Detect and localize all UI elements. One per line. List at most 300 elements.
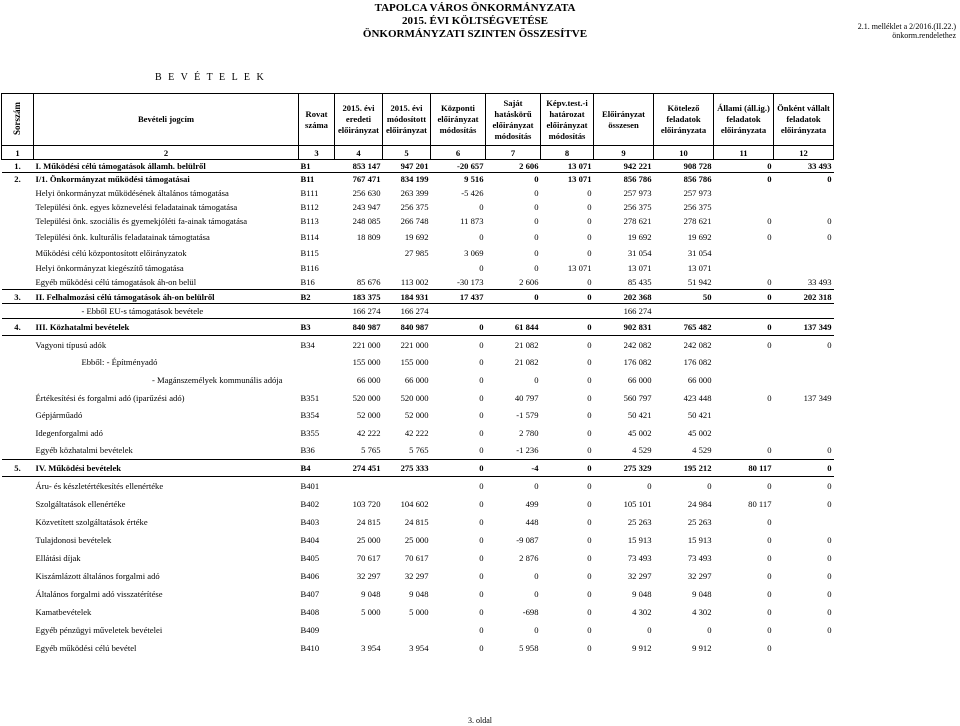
row-rovat: B409 xyxy=(300,624,320,635)
row-state: 0 xyxy=(714,290,774,304)
row-state xyxy=(714,354,774,371)
row-central: 0 xyxy=(479,445,484,456)
row-council: 0 xyxy=(541,319,594,336)
row-voluntary xyxy=(774,513,834,531)
row-name: Egyéb közhatalmi bevételek xyxy=(35,445,133,456)
header-own: Saját hatáskörű előirányzat módosítás xyxy=(486,94,541,146)
row-mandatory: 19 692 xyxy=(687,232,712,242)
row-own: 0 xyxy=(534,263,539,273)
row-state xyxy=(714,200,774,214)
row-name: Általános forgalmi adó visszatérítése xyxy=(35,588,163,599)
row-name: Értékesítési és forgalmi adó (iparűzési adó) xyxy=(35,392,185,403)
row-state: 0 xyxy=(714,319,774,336)
row-name: III. Közhatalmi bevételek xyxy=(34,319,299,336)
row-mandatory: 25 263 xyxy=(687,516,712,527)
row-name: II. Felhalmozási célú támogatások áh-on belülről xyxy=(34,290,299,304)
row-original: 18 809 xyxy=(356,232,381,242)
row-mandatory: 176 082 xyxy=(683,357,712,367)
row-number xyxy=(2,336,34,354)
row-mandatory: 50 421 xyxy=(687,410,712,420)
row-original: 24 815 xyxy=(356,516,381,527)
row-name: Települési önk. egyes köznevelési feladatainak támogatása xyxy=(35,201,238,212)
row-voluntary: 0 xyxy=(827,498,832,509)
row-modified: 3 954 xyxy=(409,642,429,653)
table-row xyxy=(2,304,834,319)
row-own: 0 xyxy=(534,570,539,581)
row-council: 0 xyxy=(541,460,594,477)
row-number xyxy=(2,621,34,639)
row-central: 0 xyxy=(479,642,484,653)
row-original: 248 085 xyxy=(352,216,381,226)
row-mandatory: 0 xyxy=(707,480,712,491)
col-number: 3 xyxy=(299,146,335,160)
row-modified xyxy=(383,261,431,276)
row-modified: 42 222 xyxy=(404,427,429,438)
row-council: 0 xyxy=(587,427,592,438)
row-council: 0 xyxy=(587,498,592,509)
row-rovat: B354 xyxy=(300,410,320,420)
row-central: 0 xyxy=(479,374,484,385)
row-own: 5 958 xyxy=(519,642,539,653)
table-row xyxy=(2,585,834,603)
row-rovat: B115 xyxy=(300,248,319,258)
row-council: 0 xyxy=(587,588,592,599)
row-number xyxy=(2,639,34,657)
row-mandatory: 45 002 xyxy=(687,427,712,438)
row-council: 0 xyxy=(587,534,592,545)
row-mandatory: 195 212 xyxy=(654,460,714,477)
row-voluntary xyxy=(774,371,834,389)
row-voluntary: 0 xyxy=(827,606,832,617)
row-central: 0 xyxy=(479,498,484,509)
row-total: 105 101 xyxy=(623,498,652,509)
row-own: 0 xyxy=(534,174,539,185)
row-modified: 221 000 xyxy=(400,339,429,350)
row-name: Helyi önkormányzat működésének általános támogatása xyxy=(35,187,229,198)
row-modified: 9 048 xyxy=(409,588,429,599)
row-own: 2 606 xyxy=(519,277,539,288)
row-mandatory: 4 302 xyxy=(692,606,712,617)
row-modified: 275 333 xyxy=(383,460,431,477)
row-number xyxy=(2,407,34,424)
row-state: 0 xyxy=(767,606,772,617)
row-central: 11 873 xyxy=(460,216,484,226)
header-row xyxy=(2,94,834,146)
document-title xyxy=(300,2,650,41)
row-mandatory: 9 048 xyxy=(692,588,712,599)
page-number: 3. oldal xyxy=(468,716,492,725)
col-number: 9 xyxy=(594,146,654,160)
row-state: 0 xyxy=(767,552,772,563)
row-number xyxy=(2,549,34,567)
row-total: 9 048 xyxy=(632,588,652,599)
row-modified xyxy=(383,621,431,639)
row-modified: 25 000 xyxy=(404,534,429,545)
row-voluntary: 0 xyxy=(827,216,832,226)
row-original xyxy=(335,261,383,276)
row-voluntary xyxy=(774,246,834,261)
table-section-row xyxy=(2,460,834,477)
row-mandatory: 15 913 xyxy=(687,534,712,545)
row-modified: 5 000 xyxy=(409,606,429,617)
row-modified: 256 375 xyxy=(400,201,429,212)
row-own xyxy=(486,304,541,319)
row-voluntary: 0 xyxy=(827,174,832,185)
row-number xyxy=(2,276,34,290)
col-number: 10 xyxy=(654,146,714,160)
table-row xyxy=(2,477,834,495)
row-council: 0 xyxy=(587,216,592,226)
header-name: Bevételi jogcím xyxy=(34,94,299,146)
table-row xyxy=(2,442,834,460)
row-total: 9 912 xyxy=(632,642,652,653)
annex-line-2: önkorm.rendelethez xyxy=(892,31,956,40)
row-number xyxy=(2,261,34,276)
row-original: 767 471 xyxy=(352,174,381,185)
row-number xyxy=(2,442,34,460)
row-number xyxy=(2,424,34,442)
row-council: 13 071 xyxy=(567,263,592,273)
row-rovat: B351 xyxy=(300,392,320,403)
table-row xyxy=(2,246,834,261)
row-modified: 70 617 xyxy=(404,552,429,563)
row-modified: 166 274 xyxy=(400,306,429,316)
row-total: 560 797 xyxy=(623,392,652,403)
row-total: 19 692 xyxy=(627,232,652,242)
row-original: 66 000 xyxy=(356,374,381,385)
row-central: 0 xyxy=(479,339,484,350)
row-central: 0 xyxy=(479,516,484,527)
row-original: 25 000 xyxy=(356,534,381,545)
row-mandatory: 765 482 xyxy=(654,319,714,336)
row-number xyxy=(2,354,34,371)
row-name: Közvetített szolgáltatások értéke xyxy=(35,516,148,527)
row-original: 183 375 xyxy=(335,290,383,304)
row-total: 942 221 xyxy=(594,160,654,173)
row-mandatory: 32 297 xyxy=(687,570,712,581)
row-mandatory: 856 786 xyxy=(683,174,712,185)
row-number xyxy=(2,304,34,319)
row-mandatory: 256 375 xyxy=(683,201,712,212)
col-number: 5 xyxy=(383,146,431,160)
row-central: 17 437 xyxy=(431,290,486,304)
row-original xyxy=(335,477,383,495)
row-voluntary: 137 349 xyxy=(803,392,832,403)
table-row xyxy=(2,354,834,371)
row-own: 0 xyxy=(534,248,539,258)
row-council: 13 071 xyxy=(541,160,594,173)
row-council: 0 xyxy=(587,516,592,527)
row-own: 0 xyxy=(534,232,539,242)
row-modified: 5 765 xyxy=(409,445,429,456)
row-voluntary: 33 493 xyxy=(774,160,834,173)
row-total: 31 054 xyxy=(627,248,652,258)
row-voluntary: 0 xyxy=(827,339,832,350)
section-title: B E V É T E L E K xyxy=(155,72,266,83)
row-voluntary: 0 xyxy=(774,460,834,477)
row-central: 0 xyxy=(479,201,484,212)
table-row xyxy=(2,261,834,276)
row-rovat: B406 xyxy=(300,570,320,581)
row-state: 0 xyxy=(767,392,772,403)
row-council: 0 xyxy=(587,624,592,635)
row-own: -1 579 xyxy=(516,410,539,420)
row-mandatory: 73 493 xyxy=(687,552,712,563)
row-name: Gépjárműadó xyxy=(35,410,83,420)
row-name: Szolgáltatások ellenértéke xyxy=(35,498,126,509)
row-council: 0 xyxy=(587,410,592,420)
header-original: 2015. évi eredeti előirányzat xyxy=(335,94,383,146)
row-mandatory: 278 621 xyxy=(683,216,712,226)
row-number xyxy=(2,495,34,513)
row-original: 9 048 xyxy=(361,588,381,599)
row-state: 0 xyxy=(767,277,772,288)
header-voluntary: Önként vállalt feladatok előirányzata xyxy=(774,94,834,146)
row-central: -30 173 xyxy=(457,277,484,288)
row-name: Kamatbevételek xyxy=(35,606,92,617)
header-mandatory: Kötelező feladatok előirányzata xyxy=(654,94,714,146)
table-row xyxy=(2,336,834,354)
row-mandatory: 24 984 xyxy=(687,498,712,509)
row-name: Egyéb működési célú támogatások áh-on belül xyxy=(35,277,197,288)
row-voluntary xyxy=(774,354,834,371)
row-own: 0 xyxy=(534,187,539,198)
row-voluntary: 0 xyxy=(827,624,832,635)
row-mandatory: 51 942 xyxy=(687,277,712,288)
table-row xyxy=(2,276,834,290)
title-line-3: ÖNKORMÁNYZATI SZINTEN ÖSSZESÍTVE xyxy=(362,28,588,40)
col-number: 12 xyxy=(774,146,834,160)
row-own: 61 844 xyxy=(486,319,541,336)
row-original: 5 765 xyxy=(361,445,381,456)
row-central: 0 xyxy=(479,427,484,438)
row-rovat: B405 xyxy=(300,552,320,563)
row-central: 0 xyxy=(479,263,484,273)
row-central: 0 xyxy=(479,570,484,581)
row-modified: 113 002 xyxy=(400,277,429,288)
row-total: 85 435 xyxy=(627,277,652,288)
row-mandatory: 4 529 xyxy=(692,445,712,456)
row-original: 840 987 xyxy=(335,319,383,336)
row-voluntary: 33 493 xyxy=(807,277,832,288)
table-row xyxy=(2,200,834,214)
row-state xyxy=(714,261,774,276)
header-sorszam-label: Sorszám xyxy=(12,101,22,135)
row-name: Áru- és készletértékesítés ellenértéke xyxy=(35,480,164,491)
row-rovat: B36 xyxy=(300,445,315,456)
row-name: I/1. Önkormányzat működési támogatásai xyxy=(35,174,190,185)
annex-line-1: 2.1. melléklet a 2/2016.(II.22.) xyxy=(857,22,956,31)
row-original: 5 000 xyxy=(361,606,381,617)
row-central: 0 xyxy=(479,534,484,545)
row-own: -1 236 xyxy=(516,445,539,456)
row-modified: 27 985 xyxy=(404,248,429,258)
table-section-row xyxy=(2,160,834,173)
row-original xyxy=(335,621,383,639)
row-modified: 52 000 xyxy=(404,410,429,420)
row-modified xyxy=(383,477,431,495)
row-own: 21 082 xyxy=(514,357,539,367)
row-central: 0 xyxy=(479,588,484,599)
row-total: 0 xyxy=(647,480,652,491)
row-original: 243 947 xyxy=(352,201,381,212)
row-state: 0 xyxy=(767,624,772,635)
row-state xyxy=(714,371,774,389)
row-name: Tulajdonosi bevételek xyxy=(35,534,112,545)
row-number: 4. xyxy=(2,319,34,336)
row-voluntary xyxy=(774,186,834,200)
row-rovat: B113 xyxy=(300,216,319,226)
row-number xyxy=(2,214,34,229)
row-voluntary: 0 xyxy=(827,552,832,563)
row-total: 4 529 xyxy=(632,445,652,456)
row-council: 0 xyxy=(587,570,592,581)
table-section-row xyxy=(2,290,834,304)
row-number xyxy=(2,585,34,603)
row-own: 448 xyxy=(525,516,539,527)
row-rovat: B355 xyxy=(300,427,320,438)
col-number: 7 xyxy=(486,146,541,160)
row-council: 0 xyxy=(587,392,592,403)
row-council: 0 xyxy=(587,248,592,258)
row-state: 0 xyxy=(767,174,772,185)
row-council xyxy=(541,304,594,319)
row-rovat xyxy=(299,354,335,371)
row-total: 50 421 xyxy=(627,410,652,420)
column-number-row xyxy=(2,146,834,160)
row-original: 520 000 xyxy=(352,392,381,403)
row-state: 80 117 xyxy=(714,460,774,477)
row-modified: 24 815 xyxy=(404,516,429,527)
row-rovat: B410 xyxy=(300,642,320,653)
row-total: 15 913 xyxy=(627,534,652,545)
row-voluntary: 202 318 xyxy=(774,290,834,304)
row-central: 0 xyxy=(479,480,484,491)
table-row xyxy=(2,639,834,657)
row-original: 52 000 xyxy=(356,410,381,420)
row-number xyxy=(2,229,34,246)
row-total: 202 368 xyxy=(594,290,654,304)
header-central: Központi előirányzat módosítás xyxy=(431,94,486,146)
row-original: 256 630 xyxy=(352,187,381,198)
row-rovat: B404 xyxy=(300,534,320,545)
row-original: 103 720 xyxy=(352,498,381,509)
row-mandatory: 0 xyxy=(707,624,712,635)
row-council: 0 xyxy=(587,277,592,288)
row-voluntary xyxy=(774,407,834,424)
row-voluntary xyxy=(774,200,834,214)
row-council: 13 071 xyxy=(567,174,592,185)
row-voluntary: 0 xyxy=(827,588,832,599)
row-total: 45 002 xyxy=(627,427,652,438)
row-number xyxy=(2,246,34,261)
row-mandatory: 50 xyxy=(654,290,714,304)
row-name: Idegenforgalmi adó xyxy=(35,427,103,438)
row-number xyxy=(2,513,34,531)
row-total: 278 621 xyxy=(623,216,652,226)
row-mandatory: 13 071 xyxy=(687,263,712,273)
row-central: 0 xyxy=(479,624,484,635)
table-row xyxy=(2,389,834,407)
row-total: 25 263 xyxy=(627,516,652,527)
row-number xyxy=(2,200,34,214)
row-name: Kiszámlázott általános forgalmi adó xyxy=(35,570,160,581)
row-rovat: B2 xyxy=(299,290,335,304)
row-modified: 184 931 xyxy=(383,290,431,304)
row-modified: 840 987 xyxy=(383,319,431,336)
row-own: -698 xyxy=(522,606,539,617)
row-total: 13 071 xyxy=(627,263,652,273)
row-state: 0 xyxy=(767,480,772,491)
row-council: 0 xyxy=(587,339,592,350)
col-number: 6 xyxy=(431,146,486,160)
row-number: 1. xyxy=(2,160,34,173)
row-central: 0 xyxy=(479,410,484,420)
col-number: 2 xyxy=(34,146,299,160)
row-total: 256 375 xyxy=(623,201,652,212)
row-council: 0 xyxy=(587,374,592,385)
row-voluntary xyxy=(774,304,834,319)
row-total: 902 831 xyxy=(594,319,654,336)
header-council: Képv.test.-i határozat előirányzat módosítás xyxy=(541,94,594,146)
table-row xyxy=(2,407,834,424)
row-original: 85 676 xyxy=(356,277,381,288)
header-sorszam xyxy=(2,94,34,146)
row-state: 0 xyxy=(767,232,772,242)
row-original: 155 000 xyxy=(352,357,381,367)
table-row xyxy=(2,229,834,246)
row-state: 0 xyxy=(767,216,772,226)
row-rovat: B116 xyxy=(300,263,319,273)
row-state: 0 xyxy=(767,570,772,581)
table-row xyxy=(2,495,834,513)
row-own: 0 xyxy=(534,480,539,491)
row-number xyxy=(2,371,34,389)
row-own: 0 xyxy=(534,624,539,635)
row-voluntary: 0 xyxy=(827,534,832,545)
row-central: 0 xyxy=(479,392,484,403)
row-council: 0 xyxy=(587,201,592,212)
row-own: -9 087 xyxy=(516,534,539,545)
row-number xyxy=(2,389,34,407)
row-central: 9 516 xyxy=(464,174,484,185)
row-central: 0 xyxy=(479,357,484,367)
row-rovat: B16 xyxy=(300,277,315,288)
table-row xyxy=(2,173,834,186)
row-own: 499 xyxy=(525,498,539,509)
row-name: - Ebből EU-s támogatások bevétele xyxy=(81,306,204,316)
row-council: 0 xyxy=(587,445,592,456)
row-central xyxy=(431,304,486,319)
table-section-row xyxy=(2,319,834,336)
row-modified: 66 000 xyxy=(404,374,429,385)
title-line-2: 2015. ÉVI KÖLTSÉGVETÉSE xyxy=(401,15,548,27)
row-name: Helyi önkormányzat kiegészítő támogatása xyxy=(35,263,184,273)
row-rovat: B112 xyxy=(300,201,319,212)
table-row xyxy=(2,603,834,621)
row-number xyxy=(2,477,34,495)
row-central: 3 069 xyxy=(464,248,484,258)
row-central: 0 xyxy=(479,606,484,617)
row-own: 0 xyxy=(534,201,539,212)
row-mandatory: 908 728 xyxy=(654,160,714,173)
row-state: 0 xyxy=(767,642,772,653)
row-original: 3 954 xyxy=(361,642,381,653)
row-modified: 19 692 xyxy=(404,232,429,242)
header-modified: 2015. évi módosított előirányzat xyxy=(383,94,431,146)
row-total: 4 302 xyxy=(632,606,652,617)
row-mandatory xyxy=(654,304,714,319)
